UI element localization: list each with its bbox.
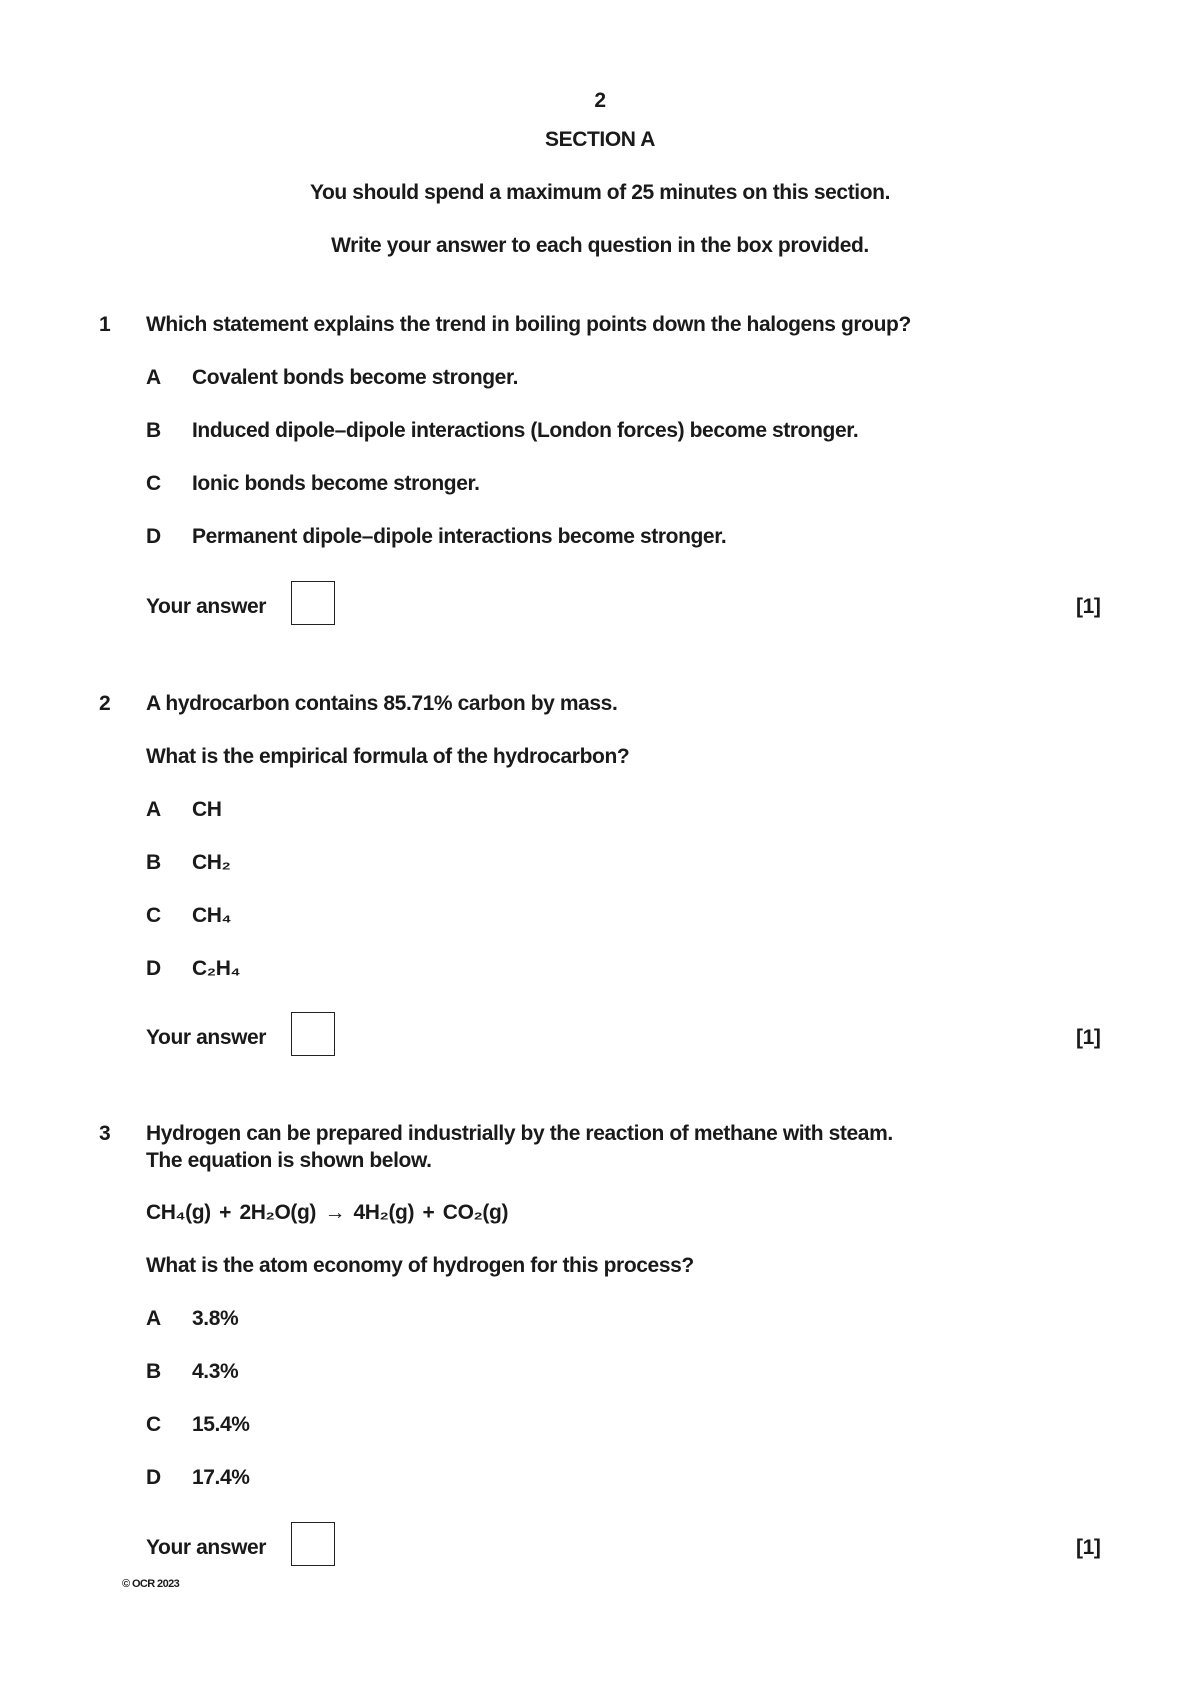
question-number: 2 <box>99 692 111 715</box>
option-text: 4.3% <box>192 1360 239 1383</box>
option-text: 17.4% <box>192 1466 250 1489</box>
option-letter: C <box>146 1413 161 1436</box>
option-letter: C <box>146 904 161 927</box>
page-number: 2 <box>594 89 606 112</box>
instruction-answer: Write your answer to each question in the box provided. <box>331 234 869 257</box>
option-letter: A <box>146 366 161 389</box>
option-text: 3.8% <box>192 1307 239 1330</box>
option-letter: B <box>146 1360 161 1383</box>
answer-box[interactable] <box>291 1012 335 1056</box>
marks-label: [1] <box>1076 1536 1101 1559</box>
answer-label: Your answer <box>146 1026 267 1049</box>
option-letter: B <box>146 851 161 874</box>
chemical-equation: CH₄(g) + 2H₂O(g) → 4H₂(g) + CO₂(g) <box>146 1201 509 1224</box>
option-letter: C <box>146 472 161 495</box>
option-text: 15.4% <box>192 1413 250 1436</box>
option-text: CH <box>192 798 222 821</box>
instruction-time: You should spend a maximum of 25 minutes on this section. <box>309 181 891 204</box>
question-prompt: What is the empirical formula of the hydrocarbon? <box>146 745 630 768</box>
option-text: CH₄ <box>192 904 232 927</box>
copyright-footer: © OCR 2023 <box>122 1578 180 1590</box>
option-text: C₂H₄ <box>192 957 241 980</box>
question-number: 1 <box>99 313 111 336</box>
option-letter: A <box>146 1307 161 1330</box>
option-text: Induced dipole–dipole interactions (London forces) become stronger. <box>192 419 859 442</box>
section-title: SECTION A <box>545 128 655 151</box>
answer-box[interactable] <box>291 581 335 625</box>
answer-box[interactable] <box>291 1522 335 1566</box>
option-letter: D <box>146 1466 161 1489</box>
question-text: The equation is shown below. <box>146 1149 432 1172</box>
question-prompt: What is the atom economy of hydrogen for this process? <box>146 1254 694 1277</box>
answer-label: Your answer <box>146 595 267 618</box>
option-letter: B <box>146 419 161 442</box>
option-letter: D <box>146 525 161 548</box>
question-text: Hydrogen can be prepared industrially by the reaction of methane with steam. <box>146 1122 893 1145</box>
answer-label: Your answer <box>146 1536 267 1559</box>
option-letter: A <box>146 798 161 821</box>
question-text: A hydrocarbon contains 85.71% carbon by mass. <box>146 692 618 715</box>
question-number: 3 <box>99 1122 111 1145</box>
option-text: Covalent bonds become stronger. <box>192 366 518 389</box>
question-text: Which statement explains the trend in boiling points down the halogens group? <box>146 313 911 336</box>
marks-label: [1] <box>1076 595 1101 618</box>
marks-label: [1] <box>1076 1026 1101 1049</box>
option-letter: D <box>146 957 161 980</box>
option-text: Permanent dipole–dipole interactions become stronger. <box>192 525 727 548</box>
option-text: Ionic bonds become stronger. <box>192 472 480 495</box>
option-text: CH₂ <box>192 851 231 874</box>
